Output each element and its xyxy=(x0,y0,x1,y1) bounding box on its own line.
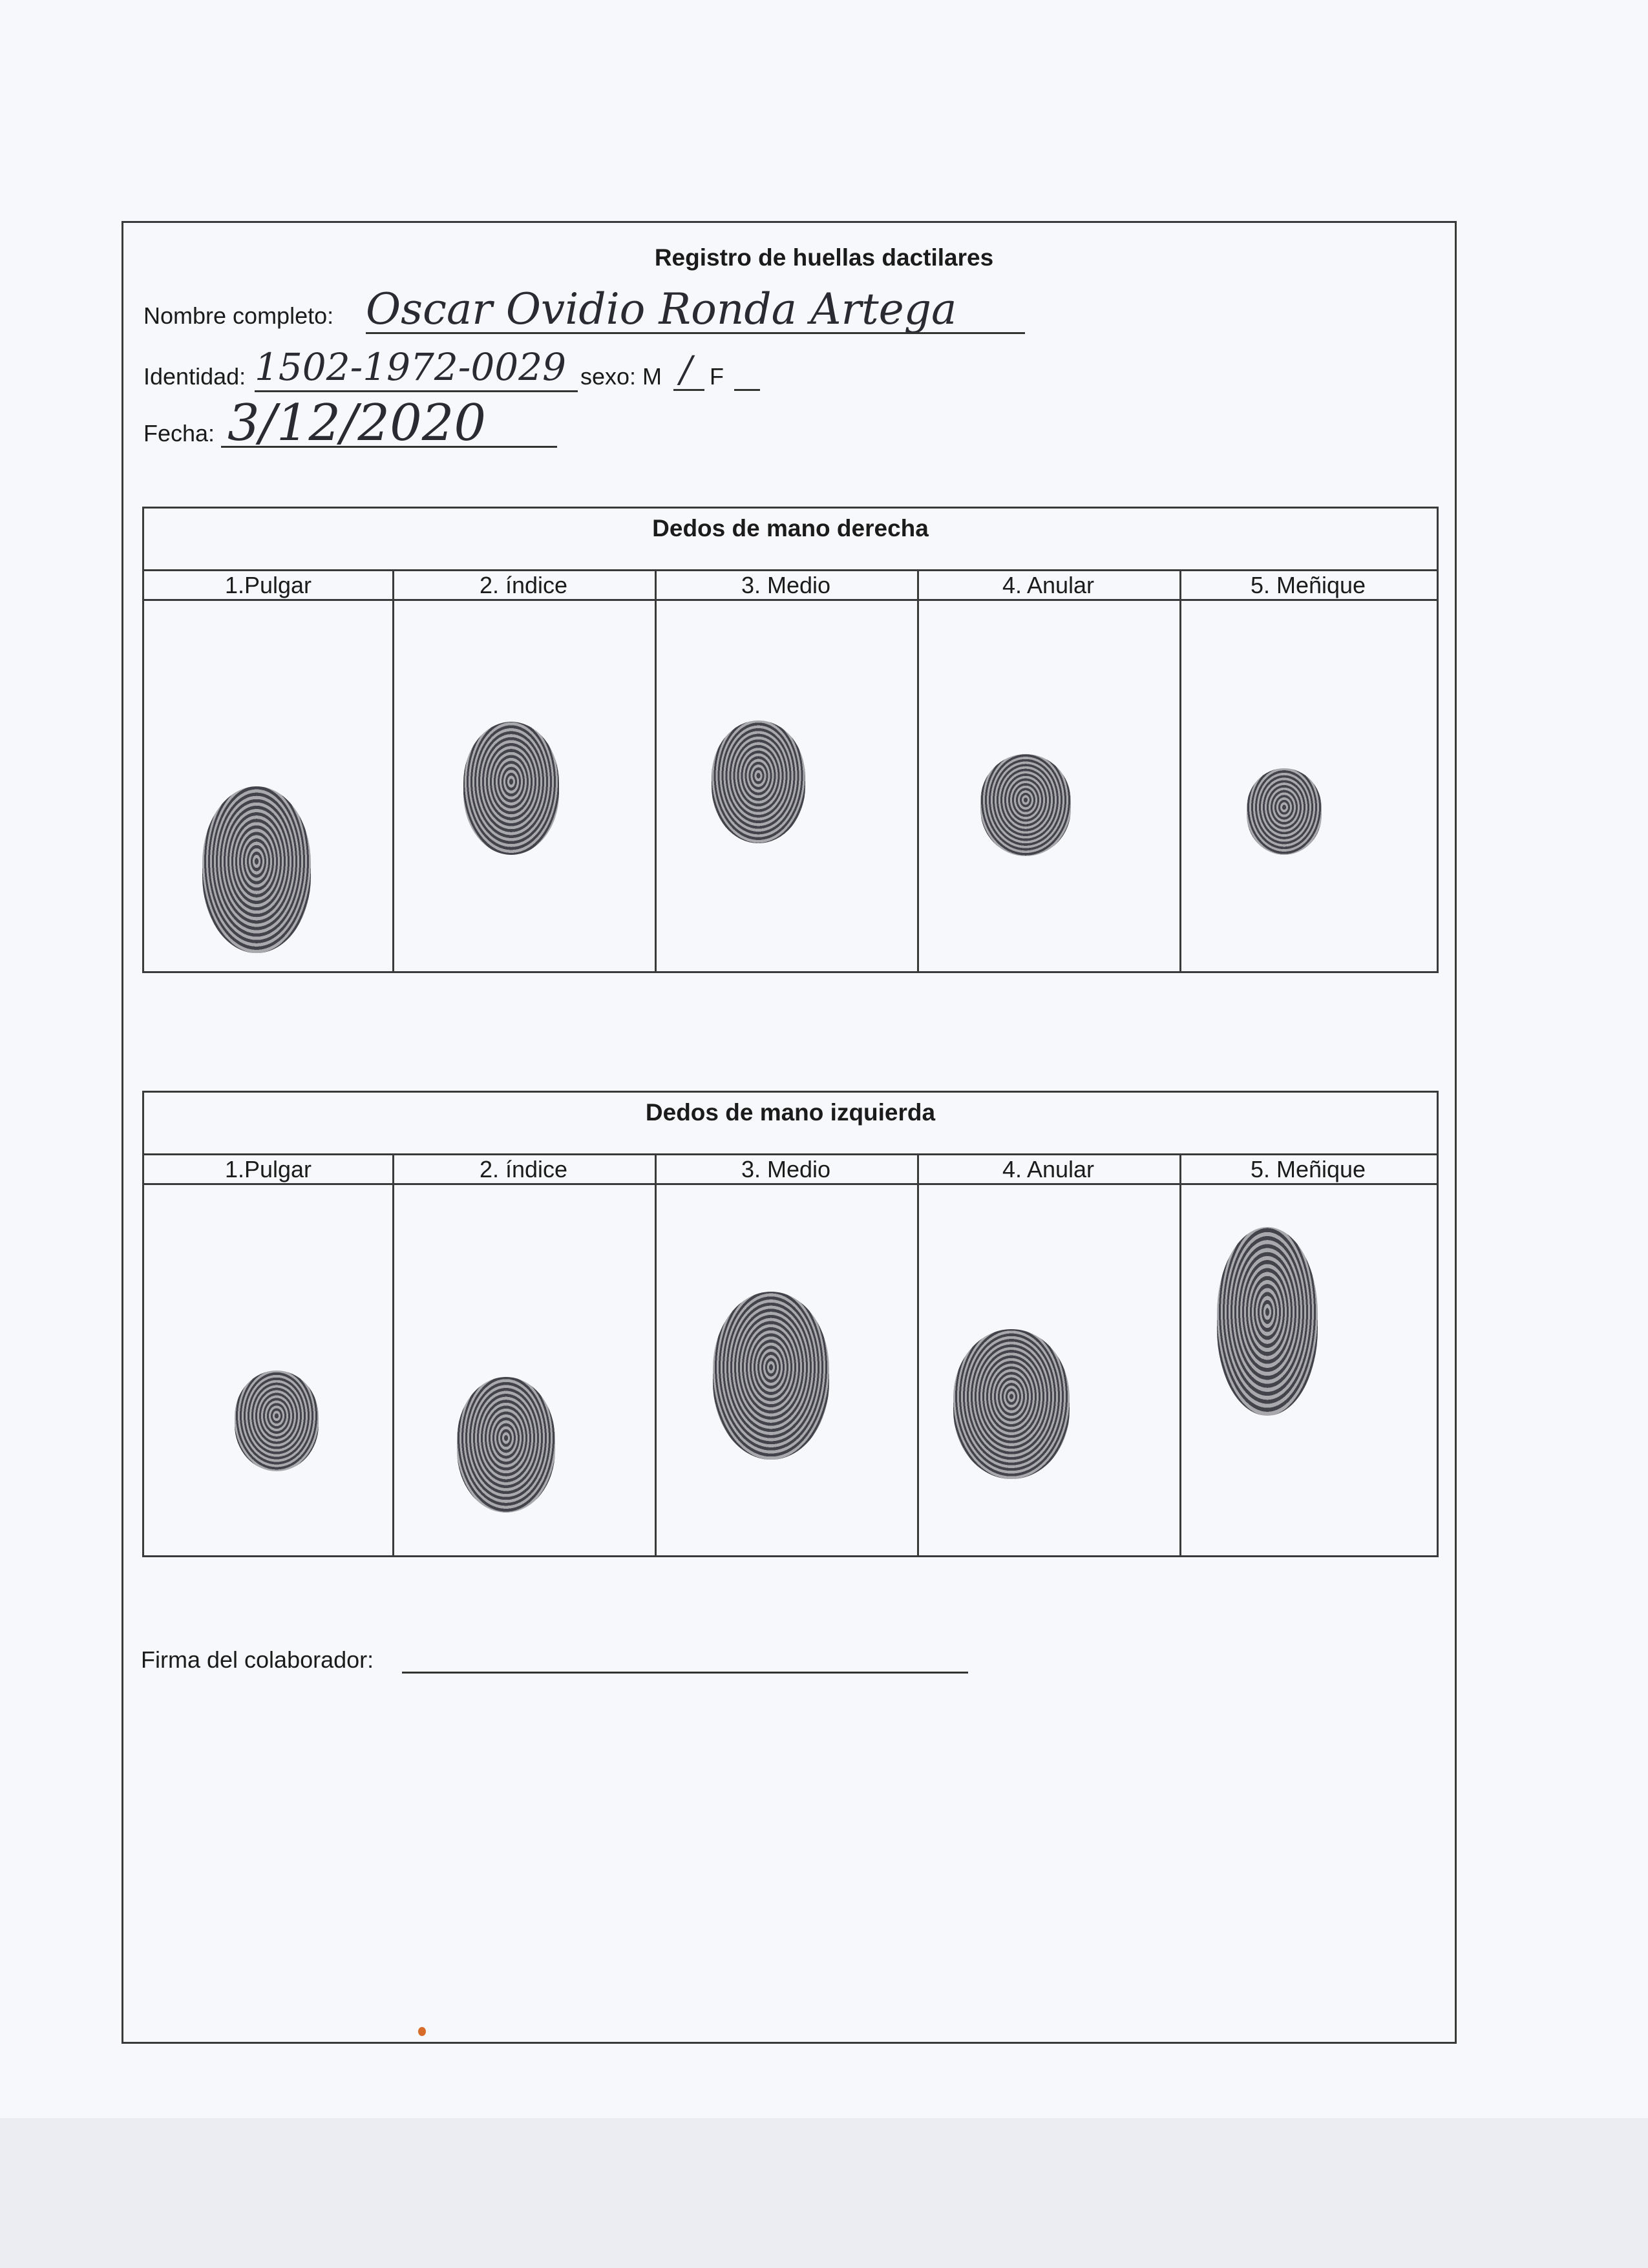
sex-label: sexo: M xyxy=(580,363,662,390)
name-value[interactable]: Oscar Ovidio Ronda Artega xyxy=(366,284,957,334)
column-divider xyxy=(917,1153,919,1555)
right-hand-grid xyxy=(142,507,1439,973)
column-divider xyxy=(1179,1153,1181,1555)
finger-column-header: 2. índice xyxy=(479,1156,568,1182)
sex-m-mark[interactable]: / xyxy=(680,349,692,391)
left-fingerprint-4 xyxy=(953,1329,1070,1479)
form-title: Registro de huellas dactilares xyxy=(654,244,994,271)
name-underline xyxy=(366,332,1025,334)
grid-divider xyxy=(144,1153,1437,1155)
name-label: Nombre completo: xyxy=(143,302,334,329)
left-fingerprint-5 xyxy=(1217,1227,1318,1416)
grid-divider xyxy=(144,569,1437,571)
column-divider xyxy=(392,1153,394,1555)
column-divider xyxy=(655,1153,657,1555)
right-fingerprint-5 xyxy=(1247,768,1322,855)
finger-column-header: 1.Pulgar xyxy=(224,572,312,598)
finger-column-header: 3. Medio xyxy=(741,572,831,598)
finger-column-header: 1.Pulgar xyxy=(224,1156,312,1182)
sex-f-label: F xyxy=(710,363,724,390)
column-divider xyxy=(655,569,657,971)
right-fingerprint-2 xyxy=(463,722,559,855)
date-value[interactable]: 3/12/2020 xyxy=(227,394,486,452)
finger-column-header: 4. Anular xyxy=(1002,1156,1095,1182)
column-divider xyxy=(917,569,919,971)
column-divider xyxy=(392,569,394,971)
grid-divider xyxy=(144,599,1437,601)
date-underline xyxy=(221,446,557,448)
sex-f-underline[interactable] xyxy=(734,389,760,391)
left-fingerprint-3 xyxy=(713,1292,829,1460)
finger-column-header: 5. Meñique xyxy=(1250,572,1366,598)
right-fingerprint-3 xyxy=(712,720,805,843)
date-label: Fecha: xyxy=(143,420,215,446)
sex-m-underline xyxy=(673,389,704,391)
signature-label: Firma del colaborador: xyxy=(141,1646,374,1673)
grid-divider xyxy=(144,1183,1437,1185)
right-fingerprint-1 xyxy=(202,786,311,953)
signature-line[interactable] xyxy=(402,1672,968,1674)
finger-column-header: 3. Medio xyxy=(741,1156,831,1182)
left-hand-title: Dedos de mano izquierda xyxy=(645,1099,936,1126)
left-hand-grid xyxy=(142,1091,1439,1557)
id-label: Identidad: xyxy=(143,363,246,390)
right-fingerprint-4 xyxy=(980,754,1071,856)
finger-column-header: 2. índice xyxy=(479,572,568,598)
ink-speck xyxy=(418,2027,426,2036)
finger-column-header: 5. Meñique xyxy=(1250,1156,1366,1182)
left-fingerprint-2 xyxy=(457,1377,555,1513)
id-underline xyxy=(255,390,578,392)
id-value[interactable]: 1502-1972-0029 xyxy=(255,345,567,389)
right-hand-title: Dedos de mano derecha xyxy=(652,515,929,541)
column-divider xyxy=(1179,569,1181,971)
left-fingerprint-1 xyxy=(235,1370,319,1471)
finger-column-header: 4. Anular xyxy=(1002,572,1095,598)
